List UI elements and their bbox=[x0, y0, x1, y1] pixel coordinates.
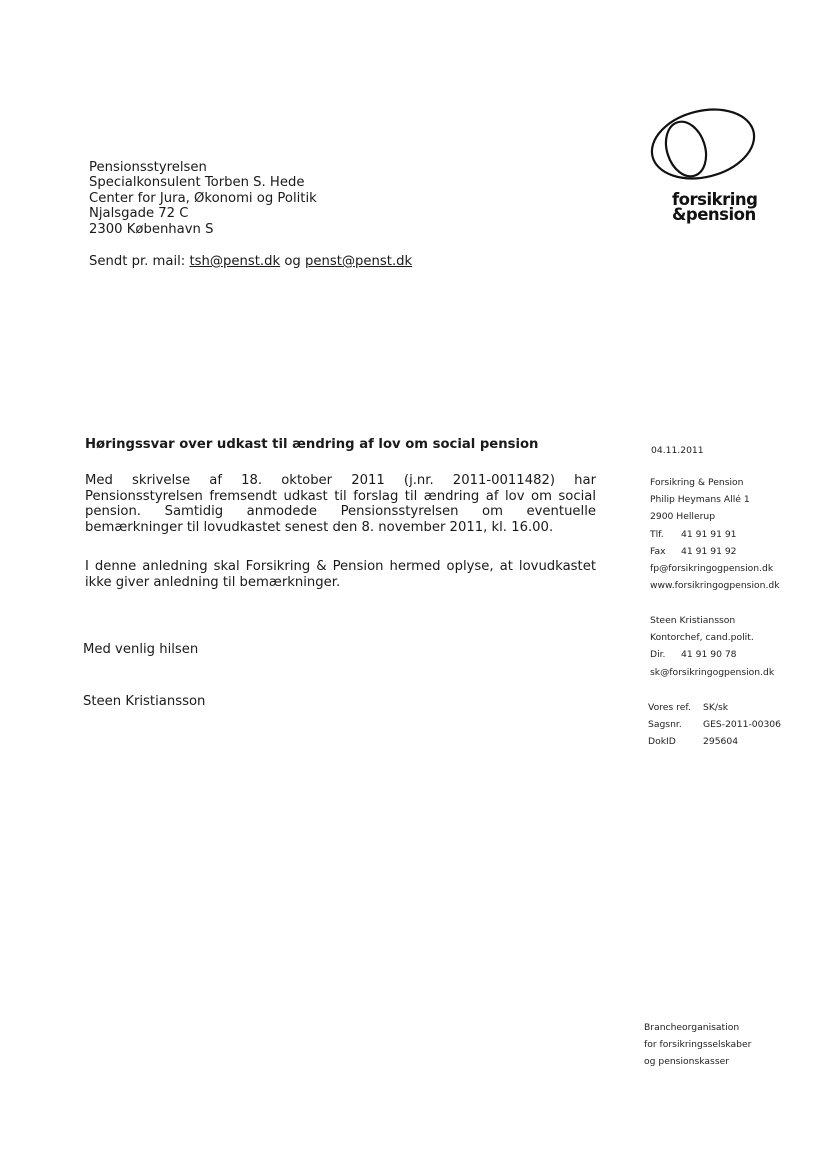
footer-line: og pensionskasser bbox=[644, 1056, 730, 1068]
fax-value: 41 91 91 92 bbox=[681, 545, 737, 557]
sagsnr-value: GES-2011-00306 bbox=[703, 719, 781, 731]
org-website[interactable]: www.forsikringogpension.dk bbox=[650, 580, 780, 592]
org-description-footer bbox=[644, 1019, 751, 1071]
org-city: 2900 Hellerup bbox=[650, 511, 716, 523]
logo-wordmark-line2: &pension bbox=[672, 205, 756, 224]
recipient-address bbox=[89, 160, 317, 237]
person-name: Steen Kristiansson bbox=[650, 615, 736, 626]
fax-label: Fax bbox=[650, 545, 666, 557]
logo-outer-oval bbox=[645, 102, 762, 189]
person-title: Kontorchef, cand.polit. bbox=[650, 632, 754, 644]
sender-org-block bbox=[650, 474, 780, 594]
logo-wordmark-line1: forsikring bbox=[672, 190, 758, 209]
phone-value: 41 91 91 91 bbox=[681, 528, 737, 540]
org-street: Philip Heymans Allé 1 bbox=[650, 494, 750, 506]
org-phone bbox=[650, 526, 780, 543]
letter-date: 04.11.2011 bbox=[651, 445, 704, 456]
sent-joiner: og bbox=[284, 254, 301, 269]
body-paragraph-1: Med skrivelse af 18. oktober 2011 (j.nr. 2011-0011482) har Pensionsstyrelsen fremsendt udkast til forslag til ændring af lov om social pension. Samtidig anmodede Pensionsstyrelsen om eventuelle bemærkninger til lovudkastet senest den 8. november 2011, kl. 16.00. bbox=[85, 473, 596, 535]
footer-line: for forsikringsselskaber bbox=[644, 1039, 752, 1051]
logo-wordmark bbox=[672, 192, 757, 222]
person-email[interactable]: sk@forsikringogpension.dk bbox=[650, 666, 775, 678]
email-link-penst[interactable]: penst@penst.dk bbox=[304, 254, 413, 269]
footer-line: Brancheorganisation bbox=[644, 1022, 740, 1033]
ref-dokid bbox=[648, 733, 781, 750]
vores-label: Vores ref. bbox=[648, 702, 691, 713]
direct-label: Dir. bbox=[650, 649, 666, 661]
org-fax bbox=[650, 543, 780, 560]
closing: Med venlig hilsen bbox=[83, 642, 199, 657]
org-email[interactable]: fp@forsikringogpension.dk bbox=[650, 563, 774, 575]
email-link-tsh[interactable]: tsh@penst.dk bbox=[189, 254, 281, 269]
phone-label: Tlf. bbox=[650, 528, 664, 540]
vores-value: SK/sk bbox=[703, 702, 729, 713]
ref-vores bbox=[648, 699, 781, 716]
dokid-value: 295604 bbox=[703, 736, 739, 748]
sent-by-mail-line bbox=[89, 254, 412, 269]
contact-person-block bbox=[650, 612, 774, 681]
recipient-line: Pensionsstyrelsen bbox=[89, 160, 207, 175]
recipient-line: Njalsgade 72 C bbox=[89, 206, 189, 222]
recipient-line: Specialkonsulent Torben S. Hede bbox=[89, 175, 305, 191]
person-direct bbox=[650, 646, 774, 663]
letter-subject: Høringssvar over udkast til ændring af lov om social pension bbox=[85, 437, 539, 452]
reference-block bbox=[648, 699, 781, 751]
sagsnr-label: Sagsnr. bbox=[648, 719, 682, 731]
direct-value: 41 91 90 78 bbox=[681, 649, 737, 661]
sent-prefix: Sendt pr. mail: bbox=[89, 254, 186, 269]
recipient-line: 2300 København S bbox=[89, 221, 214, 237]
ref-sagsnr bbox=[648, 716, 781, 733]
dokid-label: DokID bbox=[648, 736, 676, 748]
recipient-line: Center for Jura, Økonomi og Politik bbox=[89, 190, 317, 206]
body-paragraph-2: I denne anledning skal Forsikring & Pension hermed oplyse, at lovudkastet ikke giver anledning til bemærkninger. bbox=[85, 559, 596, 590]
signer-name: Steen Kristiansson bbox=[83, 694, 206, 709]
org-name: Forsikring & Pension bbox=[650, 477, 744, 488]
